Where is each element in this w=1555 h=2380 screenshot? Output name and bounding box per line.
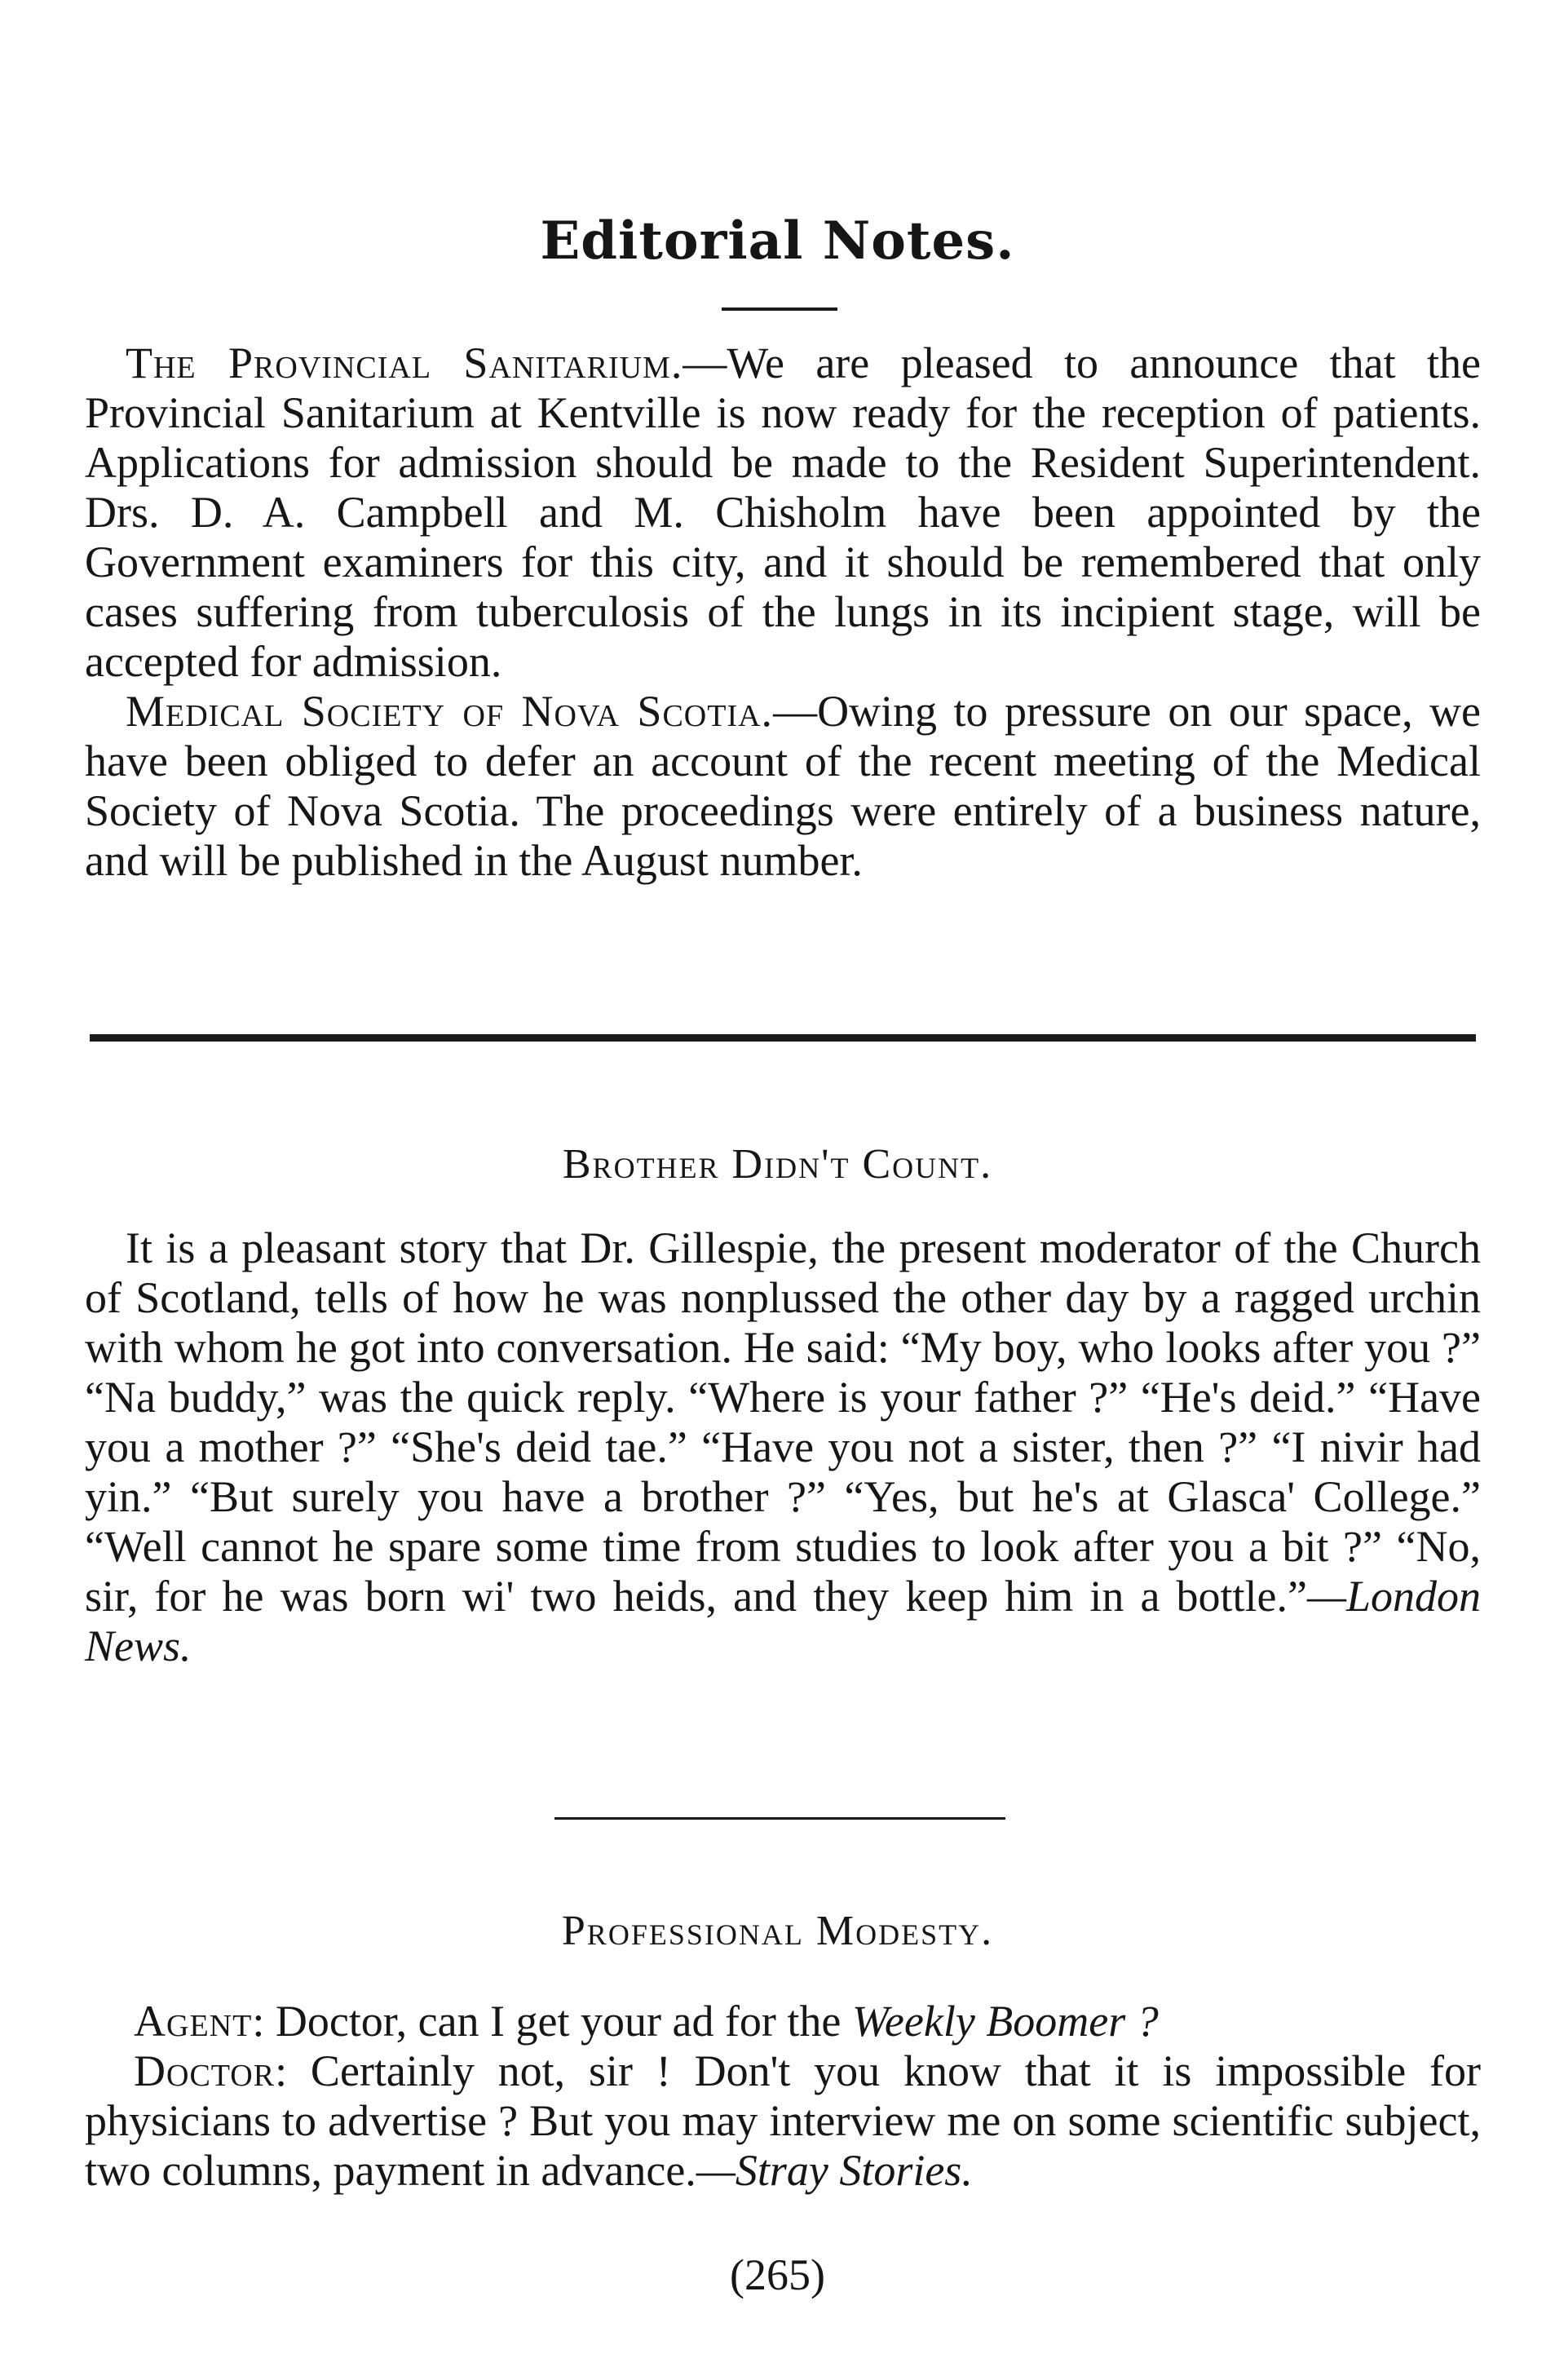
editorial-lead: Medical Society of Nova Scotia. [126,687,774,736]
modesty-dialogue [85,1997,1481,2196]
editorial-text: —We are pleased to announce that the Provincial Sanitarium at Kentville is now ready for the reception of patients. Applications for admission should be made to the Resident Superintendent. Drs. D. A. Campbell and M. Chisholm have been appointed by the Government examiners for this city, and it should be remembered that only cases suffering from tuberculosis of the lungs in its incipient stage, will be accepted for admission. [85,338,1481,686]
doctor-source: —Stray Stories. [696,2146,973,2195]
editorial-paragraph [85,338,1481,687]
speaker-label-agent: Agent [134,1997,253,2046]
editorial-notes [85,338,1481,886]
doctor-line [85,2046,1481,2196]
story-source: —London News. [85,1572,1481,1670]
editorial-paragraph [85,687,1481,886]
page-number: (265) [730,2250,825,2299]
story-heading: Brother Didn't Count. [562,1141,993,1188]
title-rule [722,307,837,311]
story-paragraph [85,1223,1481,1671]
page-title: Editorial Notes. [540,210,1015,272]
agent-text: : Doctor, can I get your ad for the [252,1997,852,2046]
doctor-text: : Certainly not, sir ! Don't you know that it is impossible for physicians to advertise ? But you may interview me on some scientific subject, two columns, payment in advance. [85,2046,1481,2195]
editorial-lead: The Provincial Sanitarium. [126,338,683,387]
agent-italic: Weekly Boomer ? [851,1997,1159,2046]
section-divider-thick [90,1034,1476,1042]
agent-line [85,1997,1481,2046]
modesty-heading: Professional Modesty. [561,1908,994,1954]
speaker-label-doctor: Doctor [134,2046,276,2095]
section-divider-short [554,1817,1005,1820]
story-body [85,1223,1481,1671]
editorial-text: —Owing to pressure on our space, we have been obliged to defer an account of the recent meeting of the Medical Society of Nova Scotia. The proceedings were entirely of a business nature, and will be published in the August number. [85,687,1482,885]
story-text: It is a pleasant story that Dr. Gillespie, the present moderator of the Church of Scotland, tells of how he was nonplussed the other day by a ragged urchin with whom he got into conversation. He said: “My boy, who looks after you ?” “Na buddy,” was the quick reply. “Where is your father ?” “He's deid.” “Have you a mother ?” “She's deid tae.” “Have you not a sister, then ?” “I nivir had yin.” “But surely you have a brother ?” “Yes, but he's at Glasca' College.” “Well cannot he spare some time from studies to look after you a bit ?” “No, sir, for he was born wi' two heids, and they keep him in a bottle.” [85,1223,1481,1621]
